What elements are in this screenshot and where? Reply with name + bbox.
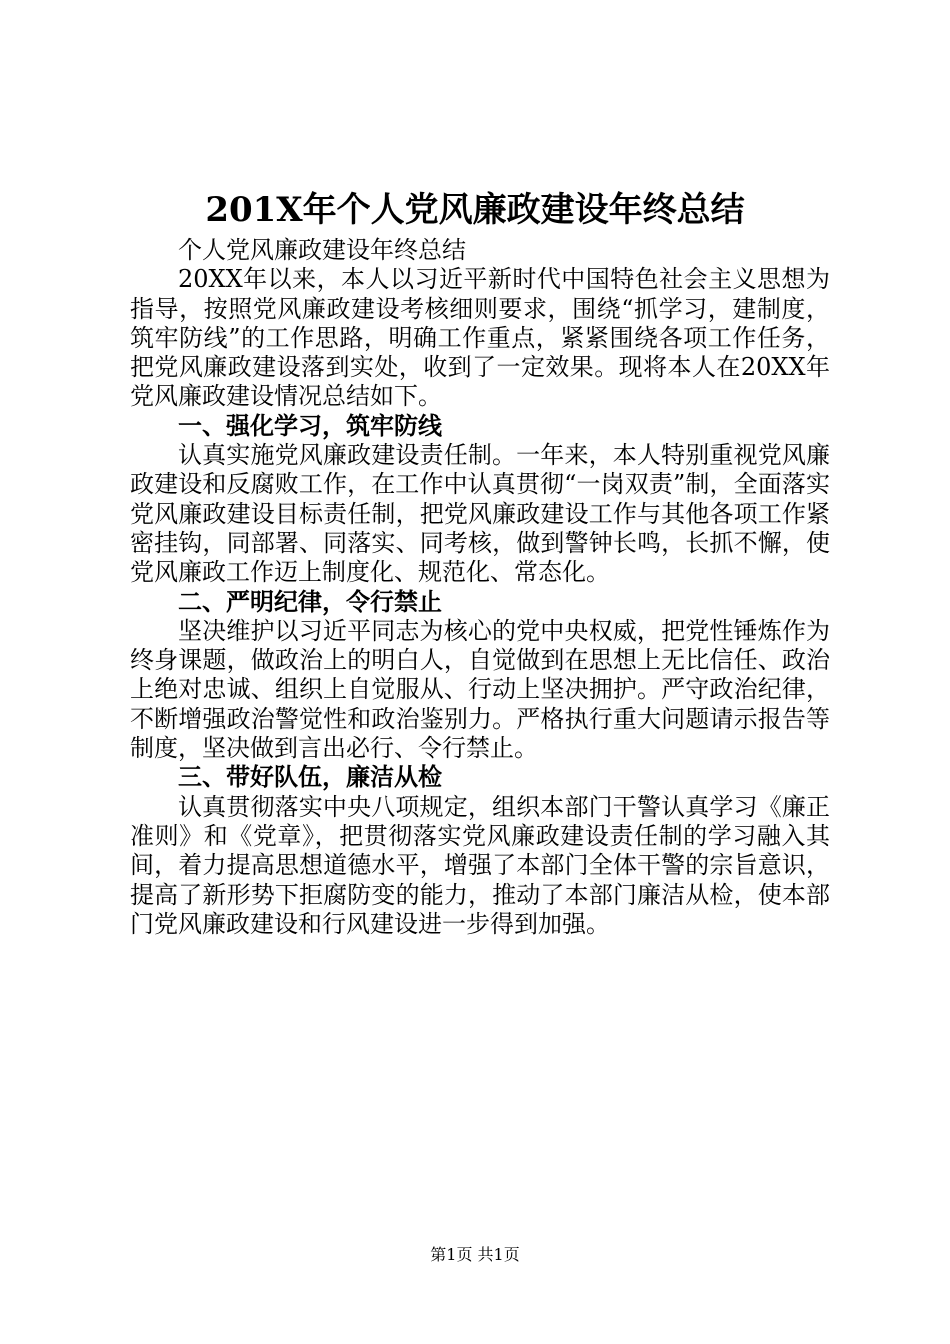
page-footer: 第1页 共1页 [430, 1245, 520, 1264]
section-paragraph-3: 认真贯彻落实中央八项规定，组织本部门干警认真学习《廉正准则》和《党章》，把贯彻落实党风廉政建设责任制的学习融入其间，着力提高思想道德水平，增强了本部门全体干警的宗旨意识，提高了新形势下拒腐防变的能力，推动了本部门廉洁从检，使本部门党风廉政建设和行风建设进一步得到加强。 [130, 792, 830, 938]
document-subtitle: 个人党风廉政建设年终总结 [178, 236, 466, 264]
section-heading-1: 一、强化学习，筑牢防线 [178, 411, 442, 440]
page-title: 201X年个人党风廉政建设年终总结 [205, 190, 745, 230]
document-body [130, 236, 830, 939]
section-paragraph-1: 认真实施党风廉政建设责任制。一年来，本人特别重视党风廉政建设和反腐败工作，在工作中认真贯彻“一岗双责”制，全面落实党风廉政建设目标责任制，把党风廉政建设工作与其他各项工作紧密挂钩，同部署、同落实、同考核，做到警钟长鸣，长抓不懈，使党风廉政工作迈上制度化、规范化、常态化。 [130, 441, 830, 587]
intro-paragraph: 20XX年以来，本人以习近平新时代中国特色社会主义思想为指导，按照党风廉政建设考核细则要求，围绕“抓学习，建制度，筑牢防线”的工作思路，明确工作重点，紧紧围绕各项工作任务，把党风廉政建设落到实处，收到了一定效果。现将本人在20XX年党风廉政建设情况总结如下。 [130, 265, 830, 411]
section-heading-3: 三、带好队伍，廉洁从检 [178, 763, 442, 792]
section-heading-2: 二、严明纪律，令行禁止 [178, 587, 442, 616]
section-paragraph-2: 坚决维护以习近平同志为核心的党中央权威，把党性锤炼作为终身课题，做政治上的明白人，自觉做到在思想上无比信任、政治上绝对忠诚、组织上自觉服从、行动上坚决拥护。严守政治纪律，不断增强政治警觉性和政治鉴别力。严格执行重大问题请示报告等制度，坚决做到言出必行、令行禁止。 [130, 616, 830, 763]
